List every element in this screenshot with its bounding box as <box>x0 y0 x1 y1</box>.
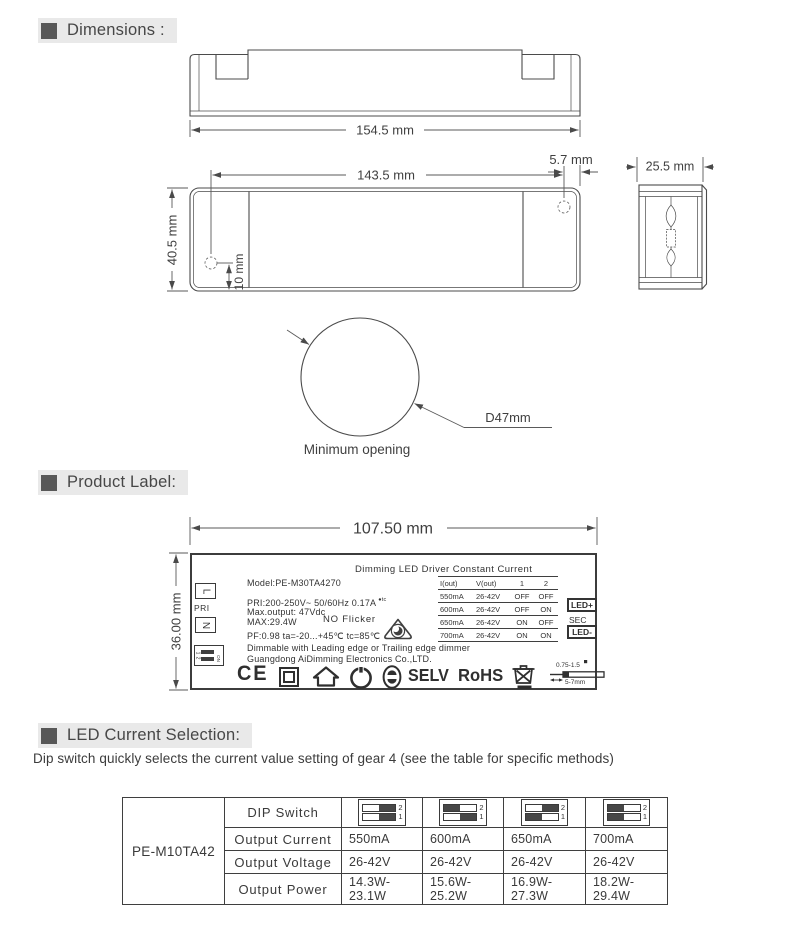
section-bullet-icon <box>41 475 57 491</box>
section-header-product-label <box>38 470 188 495</box>
model-cell: PE-M10TA42 <box>123 798 225 905</box>
rohs-mark: RoHS <box>458 665 504 685</box>
no-flicker-text: NO Flicker <box>323 614 376 625</box>
dim-label-height <box>169 553 189 690</box>
current-selection-table <box>122 797 668 905</box>
end-view-drawing <box>639 185 707 289</box>
label-dip-switch-icon: 1 2 ON <box>194 645 224 666</box>
weee-bin-icon <box>508 661 540 690</box>
mounting-hole-left <box>205 257 217 269</box>
mini-row: 550mA 26-42V OFF OFF <box>438 590 558 603</box>
label-input-rating: PRI:200-250V~ 50/60Hz 0.17A $^{●tc}$ <box>247 597 387 608</box>
dip-switch-icon: 2 1 <box>439 799 486 826</box>
section-title-dimensions: Dimensions : <box>67 21 165 39</box>
table-row-current: Output Current 550mA 600mA 650mA 700mA <box>123 828 668 851</box>
section-title-product-label: Product Label: <box>67 473 177 491</box>
table-row-power: Output Power 14.3W-23.1W 15.6W-25.2W 16.9W-27.3W 18.2W-29.4W <box>123 874 668 905</box>
row-header-dip-switch: DIP Switch <box>225 798 342 828</box>
row-header-output-power: Output Power <box>225 874 342 905</box>
indoor-use-icon <box>311 665 341 688</box>
dim-label-width <box>190 517 597 545</box>
label-model: Model:PE-M30TA4270 <box>247 578 341 588</box>
top-view-drawing <box>190 188 580 291</box>
pri-label: PRI <box>194 603 210 613</box>
mini-row: 650mA 26-42V ON OFF <box>438 616 558 629</box>
label-dimmable: Dimmable with Leading edge or Trailing edge dimmer <box>247 643 471 653</box>
row-header-output-voltage: Output Voltage <box>225 851 342 874</box>
no-flicker-logo-icon <box>381 617 415 641</box>
mini-row: 600mA 26-42V OFF ON <box>438 603 558 616</box>
selv-mark: SELV <box>408 665 449 685</box>
minimum-opening-drawing <box>287 318 552 457</box>
dim-hole-spacing <box>211 166 564 254</box>
dimension-drawings <box>0 0 793 468</box>
dim-hole-edge-offset <box>548 152 598 186</box>
label-pf-temp: PF:0.98 ta=-20...+45℃ tc=85℃ <box>247 631 381 641</box>
dim-label-opening-diameter: D47mm <box>485 410 531 425</box>
dim-hole-inset <box>217 254 246 291</box>
live-terminal-icon: L <box>195 583 216 599</box>
class-ii-icon <box>279 667 299 687</box>
terminal-slot-lower <box>667 249 675 266</box>
table-row-voltage: Output Voltage 26-42V 26-42V 26-42V 26-42V <box>123 851 668 874</box>
product-label <box>190 553 597 690</box>
tc-mark: ●tc <box>378 597 387 603</box>
ce-mark: CE <box>237 662 269 685</box>
section-bullet-icon <box>41 728 57 744</box>
dim-label-hole-edge-offset: 5.7 mm <box>549 152 593 167</box>
led-minus-terminal: LED- <box>567 625 597 639</box>
label-height-text: 36.00 mm <box>168 592 184 651</box>
mini-row: 700mA 26-42V ON ON <box>438 629 558 642</box>
label-width-text: 107.50 mm <box>352 520 434 538</box>
svg-text:5-7mm: 5-7mm <box>565 679 586 686</box>
terminal-block <box>667 230 676 248</box>
section-header-led-selection <box>38 723 252 748</box>
led-selection-description: Dip switch quickly selects the current value setting of gear 4 (see the table for specific methods) <box>33 751 614 766</box>
dip-switch-icon: 2 1 <box>521 799 568 826</box>
label-current-table <box>438 576 558 642</box>
dim-body-width <box>165 188 189 291</box>
opening-caption: Minimum opening <box>303 442 411 457</box>
profile-view-drawing <box>190 50 580 116</box>
mini-col-sw1: 1 <box>510 577 534 590</box>
section-title-led-selection: LED Current Selection: <box>67 726 241 744</box>
dim-label-hole-inset: 10 mm <box>232 253 246 291</box>
dim-label-depth: 25.5 mm <box>645 159 695 174</box>
transformer-icon <box>381 664 403 690</box>
label-max-power: MAX:29.4W <box>247 616 297 627</box>
svg-text:0.75-1.5: 0.75-1.5 <box>556 662 580 669</box>
dim-depth <box>626 157 714 182</box>
label-max-output: Max.output: 47Vdc <box>247 607 326 617</box>
mini-col-iout: I(out) <box>438 577 474 590</box>
neutral-terminal-icon: N <box>195 617 216 633</box>
dim-overall-length <box>190 120 580 138</box>
mini-col-vout: V(out) <box>474 577 510 590</box>
dim-label-body-width: 40.5 mm <box>164 214 180 266</box>
mm2-square <box>584 660 587 663</box>
led-plus-terminal: LED+ <box>567 598 597 612</box>
table-row-dip <box>123 798 668 828</box>
mini-col-sw2: 2 <box>534 577 558 590</box>
label-company: Guangdong AiDimming Electronics Co.,LTD. <box>247 653 432 664</box>
ta-circle-icon <box>348 665 374 689</box>
wire-strip-icon <box>548 658 616 688</box>
label-title: Dimming LED Driver Constant Current <box>355 564 533 575</box>
row-header-output-current: Output Current <box>225 828 342 851</box>
mounting-hole-right <box>558 201 570 213</box>
dip-switch-icon: 2 1 <box>603 799 650 826</box>
dim-label-hole-spacing: 143.5 mm <box>357 167 415 183</box>
terminal-slot-upper <box>666 205 676 227</box>
sec-label: SEC <box>569 615 587 625</box>
dim-label-overall-length: 154.5 mm <box>356 122 414 138</box>
dip-switch-icon: 2 1 <box>358 799 405 826</box>
